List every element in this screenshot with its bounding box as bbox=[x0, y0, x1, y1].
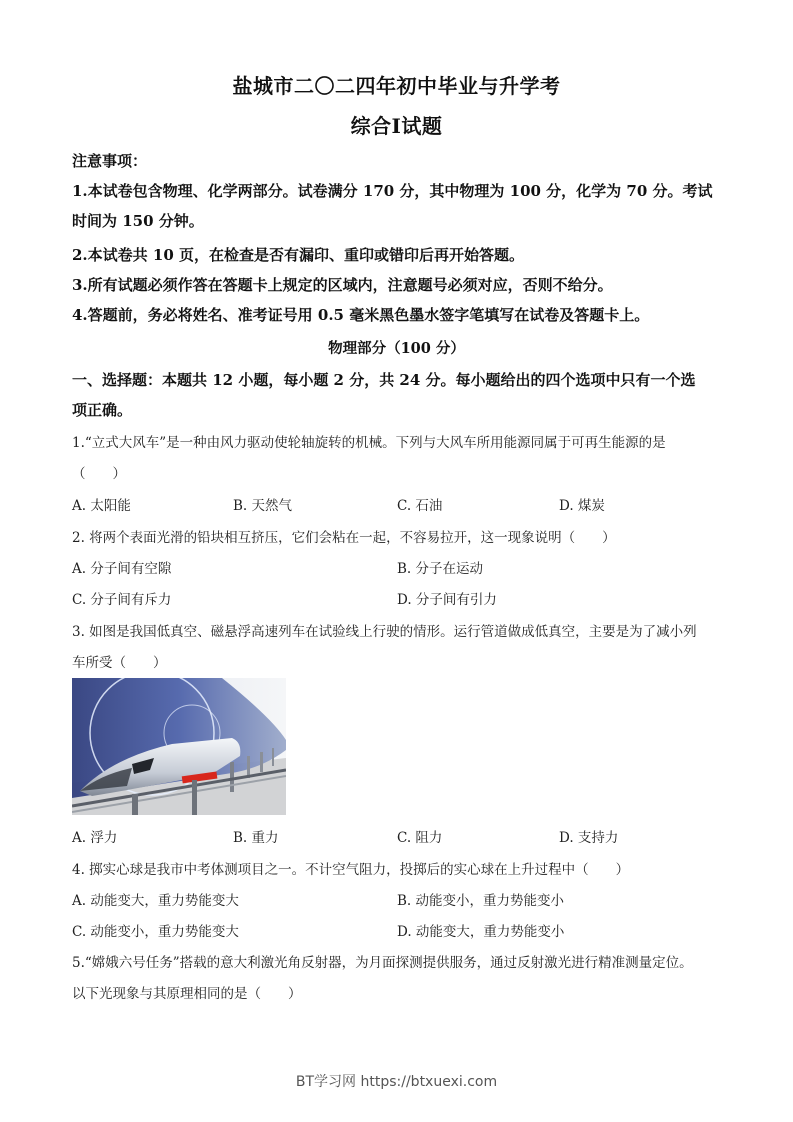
question-4-option-a[interactable]: A. 动能变大，重力势能变大 bbox=[72, 893, 239, 909]
section-instruction: 一、选择题：本题共 12 小题，每小题 2 分，共 24 分。每小题给出的四个选项中只有一个选 bbox=[72, 371, 696, 389]
question-2-option-d[interactable]: D. 分子间有引力 bbox=[397, 592, 497, 608]
question-4-option-d[interactable]: D. 动能变大，重力势能变小 bbox=[397, 924, 565, 940]
question-2-stem: 2. 将两个表面光滑的铅块相互挤压，它们会粘在一起，不容易拉开，这一现象说明（ ） bbox=[72, 530, 616, 546]
question-4-stem: 4. 掷实心球是我市中考体测项目之一。不计空气阻力，投掷后的实心球在上升过程中（ ） bbox=[72, 862, 630, 878]
exam-subtitle: 综合Ⅰ试题 bbox=[350, 114, 443, 138]
question-2-option-c[interactable]: C. 分子间有斥力 bbox=[72, 592, 172, 608]
question-2-option-b[interactable]: B. 分子在运动 bbox=[397, 561, 484, 577]
exam-title: 盐城市二〇二四年初中毕业与升学考 bbox=[232, 74, 561, 98]
question-1-blank: （ ） bbox=[72, 466, 126, 482]
maglev-train-figure bbox=[72, 678, 286, 815]
notice-line-4: 4.答题前，务必将姓名、准考证号用 0.5 毫米黑色墨水签字笔填写在试卷及答题卡上。 bbox=[72, 306, 650, 324]
question-1-option-c[interactable]: C. 石油 bbox=[397, 498, 443, 514]
question-1-stem: 1.“立式大风车”是一种由风力驱动使轮轴旋转的机械。下列与大风车所用能源同属于可再生能源的是 bbox=[72, 435, 666, 451]
question-1-option-a[interactable]: A. 太阳能 bbox=[72, 498, 131, 514]
question-1-option-d[interactable]: D. 煤炭 bbox=[559, 498, 605, 514]
question-4-option-c[interactable]: C. 动能变小，重力势能变大 bbox=[72, 924, 239, 940]
question-3-option-c[interactable]: C. 阻力 bbox=[397, 830, 443, 846]
notice-line-1-cont: 时间为 150 分钟。 bbox=[72, 212, 204, 230]
maglev-train-image bbox=[72, 678, 286, 815]
notice-line-2: 2.本试卷共 10 页，在检查是否有漏印、重印或错印后再开始答题。 bbox=[72, 246, 524, 264]
notice-line-3: 3.所有试题必须作答在答题卡上规定的区域内，注意题号必须对应，否则不给分。 bbox=[72, 276, 613, 294]
notice-heading: 注意事项： bbox=[72, 152, 148, 170]
question-3-stem-cont: 车所受（ ） bbox=[72, 655, 167, 671]
question-1-option-b[interactable]: B. 天然气 bbox=[233, 498, 293, 514]
question-4-option-b[interactable]: B. 动能变小，重力势能变小 bbox=[397, 893, 565, 909]
question-5-stem-cont: 以下光现象与其原理相同的是（ ） bbox=[72, 986, 302, 1002]
question-3-option-d[interactable]: D. 支持力 bbox=[559, 830, 619, 846]
notice-line-1: 1.本试卷包含物理、化学两部分。试卷满分 170 分，其中物理为 100 分，化学为 70 分。考试 bbox=[72, 182, 713, 200]
section-title: 物理部分（100 分） bbox=[328, 340, 465, 357]
question-3-stem: 3. 如图是我国低真空、磁悬浮高速列车在试验线上行驶的情形。运行管道做成低真空，主要是为了减小列 bbox=[72, 624, 697, 640]
question-5-stem: 5.“嫦娥六号任务”搭载的意大利激光角反射器，为月面探测提供服务，通过反射激光进行精准测量定位。 bbox=[72, 955, 693, 971]
footer-watermark: BT学习网 https://btxuexi.com bbox=[295, 1074, 498, 1090]
section-instruction-cont: 项正确。 bbox=[72, 401, 133, 419]
question-2-option-a[interactable]: A. 分子间有空隙 bbox=[72, 561, 172, 577]
question-3-option-b[interactable]: B. 重力 bbox=[233, 830, 279, 846]
question-3-option-a[interactable]: A. 浮力 bbox=[72, 830, 118, 846]
